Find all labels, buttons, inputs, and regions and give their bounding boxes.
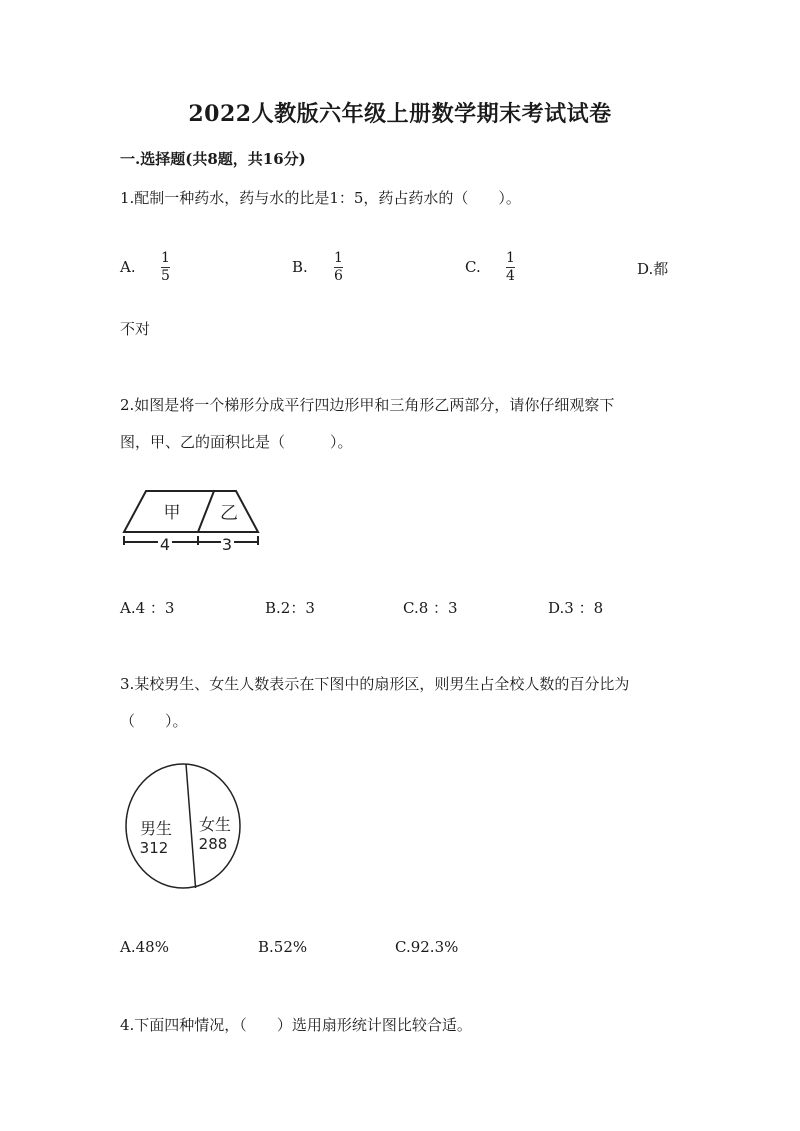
numerator: 1	[506, 250, 515, 266]
q1-option-d-continued: 不对	[120, 320, 151, 338]
q1-option-a-fraction	[161, 251, 170, 284]
q1-option-b	[292, 258, 308, 276]
q2-option-a: A.4 ：3	[120, 599, 175, 617]
q1-option-c-fraction	[506, 251, 515, 284]
pie-slice-divider	[186, 764, 196, 888]
trapezoid-figure	[118, 484, 268, 556]
pie-slice-value: 288	[198, 835, 228, 853]
q1-option-b-fraction	[334, 251, 343, 284]
option-label: B.	[292, 258, 308, 276]
question-3-line-1: 3.某校男生、女生人数表示在下图中的扇形区，则男生占全校人数的百分比为	[120, 675, 630, 693]
base-label-a: 4	[159, 535, 171, 554]
denominator: 4	[506, 268, 515, 284]
question-3-line-2: （ ）。	[120, 712, 188, 730]
denominator: 6	[334, 268, 343, 284]
pie-chart	[118, 762, 278, 897]
base-label-b: 3	[221, 535, 233, 554]
page-title: 2022人教版六年级上册数学期末考试试卷	[188, 101, 612, 127]
q1-option-a	[120, 258, 136, 276]
q2-option-d: D.3 ：8	[548, 599, 604, 617]
q3-option-c: C.92.3%	[395, 938, 459, 956]
numerator: 1	[161, 250, 170, 266]
denominator: 5	[161, 268, 170, 284]
section-heading: 一.选择题(共8题，共16分)	[120, 150, 306, 168]
q2-option-c: C.8 ：3	[403, 599, 458, 617]
pie-slice-label: 男生	[139, 819, 173, 838]
q3-option-b: B.52%	[258, 938, 308, 956]
question-2-line-1: 2.如图是将一个梯形分成平行四边形甲和三角形乙两部分，请你仔细观察下	[120, 396, 615, 414]
pie-slice-label: 女生	[198, 815, 232, 834]
question-1-text: 1.配制一种药水，药与水的比是1：5，药占药水的（ ）。	[120, 189, 521, 207]
label-yi: 乙	[220, 503, 238, 524]
question-2-line-2: 图，甲、乙的面积比是（ ）。	[120, 433, 353, 451]
q2-option-b: B.2：3	[265, 599, 315, 617]
numerator: 1	[334, 250, 343, 266]
question-4-text: 4.下面四种情况，（ ）选用扇形统计图比较合适。	[120, 1016, 472, 1034]
q1-option-d: D.都	[637, 260, 669, 278]
pie-slice-value: 312	[139, 839, 169, 857]
q3-option-a: A.48%	[120, 938, 169, 956]
divider-line	[198, 491, 214, 532]
option-label: C.	[465, 258, 481, 276]
q1-option-c	[465, 258, 481, 276]
label-jia: 甲	[163, 503, 181, 523]
option-label: A.	[120, 258, 136, 276]
